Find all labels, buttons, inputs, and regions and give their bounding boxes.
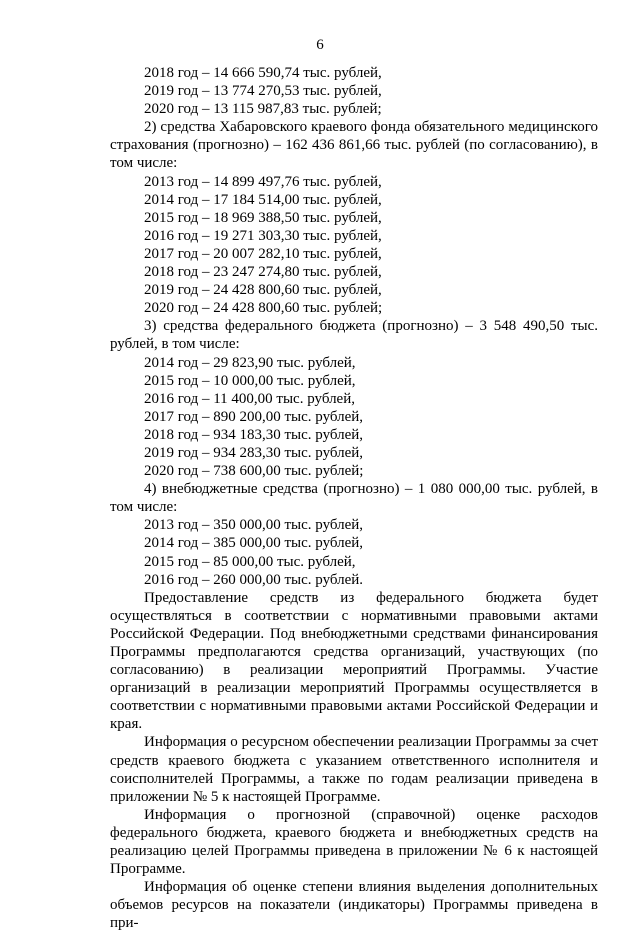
funding-year-line: 2016 год – 19 271 303,30 тыс. рублей, bbox=[144, 227, 382, 244]
funding-year-line: 2016 год – 260 000,00 тыс. рублей. bbox=[144, 571, 364, 588]
funding-year-line: 2020 год – 738 600,00 тыс. рублей; bbox=[144, 463, 364, 480]
funding-year-line: 2019 год – 13 774 270,53 тыс. рублей, bbox=[144, 83, 382, 100]
funding-year-line: 2013 год – 14 899 497,76 тыс. рублей, bbox=[144, 173, 382, 190]
funding-year-line: 2018 год – 14 666 590,74 тыс. рублей, bbox=[144, 65, 382, 81]
funding-year-line: 2014 год – 385 000,00 тыс. рублей, bbox=[144, 535, 364, 552]
body-paragraph: 2) средства Хабаровского краевого фонда обязательного медицинского страхования (прогнозно) – 162 436 861,66 тыс. рублей (по согласованию), в том числе: bbox=[110, 119, 598, 172]
body-paragraph: Информация о ресурсном обеспечении реализации Программы за счет средств краевого бюджета с указанием ответственного исполнителя и соисполнителей Программы, а также по годам реализации приведена в приложении № 5 к настоящей Программе. bbox=[110, 734, 598, 805]
page-number: 6 bbox=[316, 37, 324, 53]
body-paragraph: Информация о прогнозной (справочной) оценке расходов федерального бюджета, краевого бюджета и внебюджетных средств на реализацию целей Программы приведена в приложении № 6 к настоящей Программе. bbox=[110, 806, 598, 878]
funding-year-line: 2015 год – 10 000,00 тыс. рублей, bbox=[144, 372, 356, 389]
funding-year-line: 2014 год – 29 823,90 тыс. рублей, bbox=[144, 354, 356, 371]
funding-year-line: 2015 год – 18 969 388,50 тыс. рублей, bbox=[144, 209, 382, 226]
body-paragraph: 4) внебюджетные средства (прогнозно) – 1 080 000,00 тыс. рублей, в том числе: bbox=[110, 481, 598, 516]
funding-year-line: 2020 год – 24 428 800,60 тыс. рублей; bbox=[144, 300, 383, 317]
funding-year-line: 2013 год – 350 000,00 тыс. рублей, bbox=[144, 517, 364, 534]
funding-year-line: 2016 год – 11 400,00 тыс. рублей, bbox=[144, 390, 355, 407]
funding-year-line: 2019 год – 24 428 800,60 тыс. рублей, bbox=[144, 282, 382, 299]
body-paragraph: Информация об оценке степени влияния выделения дополнительных объемов ресурсов на показатели (индикаторы) Программы приведена в при- bbox=[110, 879, 598, 932]
funding-year-line: 2020 год – 13 115 987,83 тыс. рублей; bbox=[144, 101, 382, 118]
body-paragraph: Предоставление средств из федерального бюджета будет осуществляться в соответствии с нормативными правовыми актами Российской Федерации. Под внебюджетными средствами финансирования Программы предполагаются средства организаций, участвующих (по согласованию) в реализации мероприятий Программы. Участие организаций в реализации мероприятий Программы осуществляется в соответствии с нормативными правовыми актами Российской Федерации и края. bbox=[110, 589, 598, 733]
funding-year-line: 2014 год – 17 184 514,00 тыс. рублей, bbox=[144, 191, 382, 208]
funding-year-line: 2015 год – 85 000,00 тыс. рублей, bbox=[144, 553, 356, 570]
funding-year-line: 2017 год – 20 007 282,10 тыс. рублей, bbox=[144, 245, 382, 262]
funding-year-line: 2019 год – 934 283,30 тыс. рублей, bbox=[144, 444, 364, 461]
funding-year-line: 2018 год – 934 183,30 тыс. рублей, bbox=[144, 426, 364, 443]
body-paragraph: 3) средства федерального бюджета (прогнозно) – 3 548 490,50 тыс. рублей, в том числе: bbox=[110, 318, 598, 353]
document-body bbox=[110, 64, 598, 933]
funding-year-line: 2018 год – 23 247 274,80 тыс. рублей, bbox=[144, 264, 382, 281]
funding-year-line: 2017 год – 890 200,00 тыс. рублей, bbox=[144, 408, 364, 425]
